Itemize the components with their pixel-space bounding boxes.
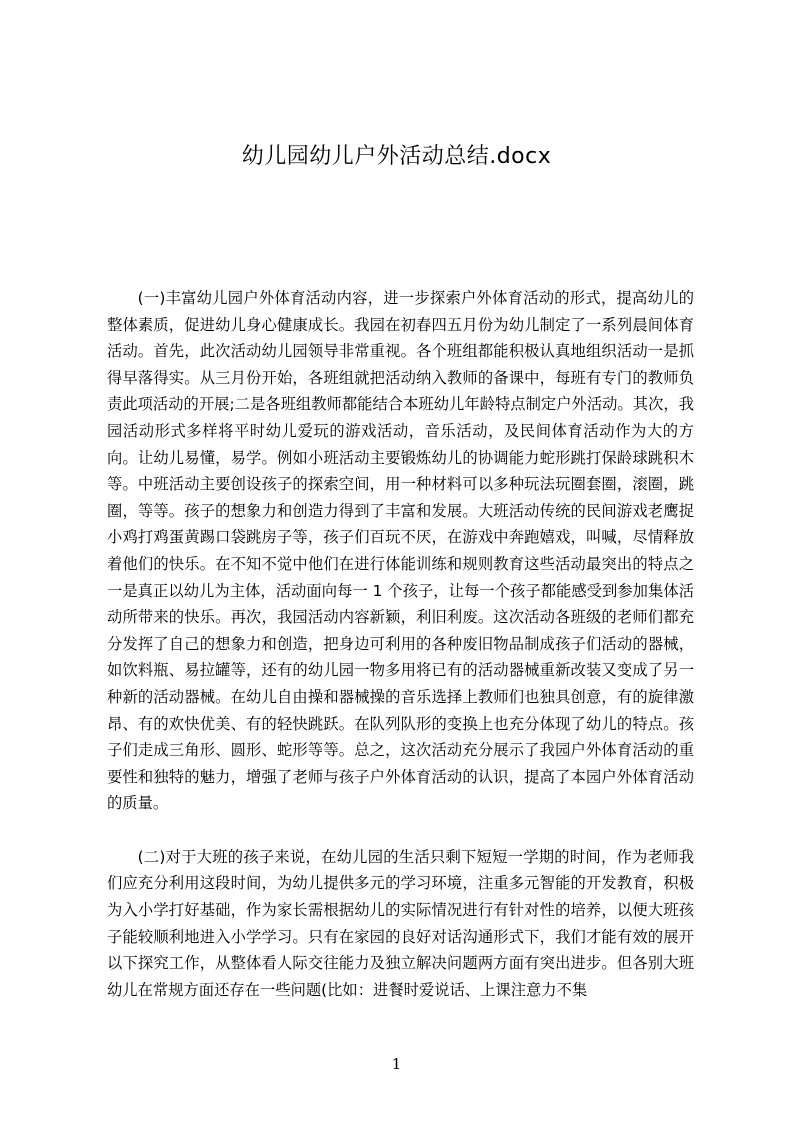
paragraph-1: (一)丰富幼儿园户外体育活动内容，进一步探索户外体育活动的形式，提高幼儿的整体素质，促进幼儿身心健康成长。我园在初春四五月份为幼儿制定了一系列晨间体育活动。首先，此次活动幼儿园领导非常重视。各个班组都能积极认真地组织活动一是抓得早落得实。从三月份开始，各班组就把活动纳入教师的备课中，每班有专门的教师负责此项活动的开展;二是各班组教师都能结合本班幼儿年龄特点制定户外活动。其次，我园活动形式多样将平时幼儿爱玩的游戏活动，音乐活动，及民间体育活动作为大的方向。让幼儿易懂，易学。例如小班活动主要锻炼幼儿的协调能力蛇形跳打保龄球跳积木等。中班活动主要创设孩子的探索空间，用一种材料可以多种玩法玩圈套圈，滚圈，跳圈，等等。孩子的想象力和创造力得到了丰富和发展。大班活动传统的民间游戏老鹰捉小鸡打鸡蛋黄踢口袋跳房子等，孩子们百玩不厌，在游戏中奔跑嬉戏，叫喊，尽情释放着他们的快乐。在不知不觉中他们在进行体能训练和规则教育这些活动最突出的特点之一是真正以幼儿为主体，活动面向每一 1 个孩子，让每一个孩子都能感受到参加集体活动所带来的快乐。再次，我园活动内容新颖，利旧利废。这次活动各班级的老师们都充分发挥了自己的想象力和创造，把身边可利用的各种废旧物品制成孩子们活动的器械，如饮料瓶、易拉罐等，还有的幼儿园一物多用将已有的活动器械重新改装又变成了另一种新的活动器械。在幼儿自由操和器械操的音乐选择上教师们也独具创意，有的旋律激昂、有的欢快优美、有的轻快跳跃。在队列队形的变换上也充分体现了幼儿的特点。孩子们走成三角形、圆形、蛇形等等。总之，这次活动充分展示了我园户外体育活动的重要性和独特的魅力，增强了老师与孩子户外体育活动的认识，提高了本园户外体育活动的质量。	[107, 289, 694, 813]
page-number: 1	[391, 1055, 402, 1073]
paragraph-2: (二)对于大班的孩子来说，在幼儿园的生活只剩下短短一学期的时间，作为老师我们应充分利用这段时间，为幼儿提供多元的学习环境，注重多元智能的开发教育，积极为入小学打好基础，作为家长需根据幼儿的实际情况进行有针对性的培养，以便大班孩子能较顺利地进入小学学习。只有在家园的良好对话沟通形式下，我们才能有效的展开以下探究工作，从整体看人际交往能力及独立解决问题两方面有突出进步。但各别大班幼儿在常规方面还存在一些问题(比如：进餐时爱说话、上课注意力不集	[107, 847, 694, 999]
document-body	[107, 285, 694, 1003]
document-title: 幼儿园幼儿户外活动总结.docx	[241, 144, 552, 169]
